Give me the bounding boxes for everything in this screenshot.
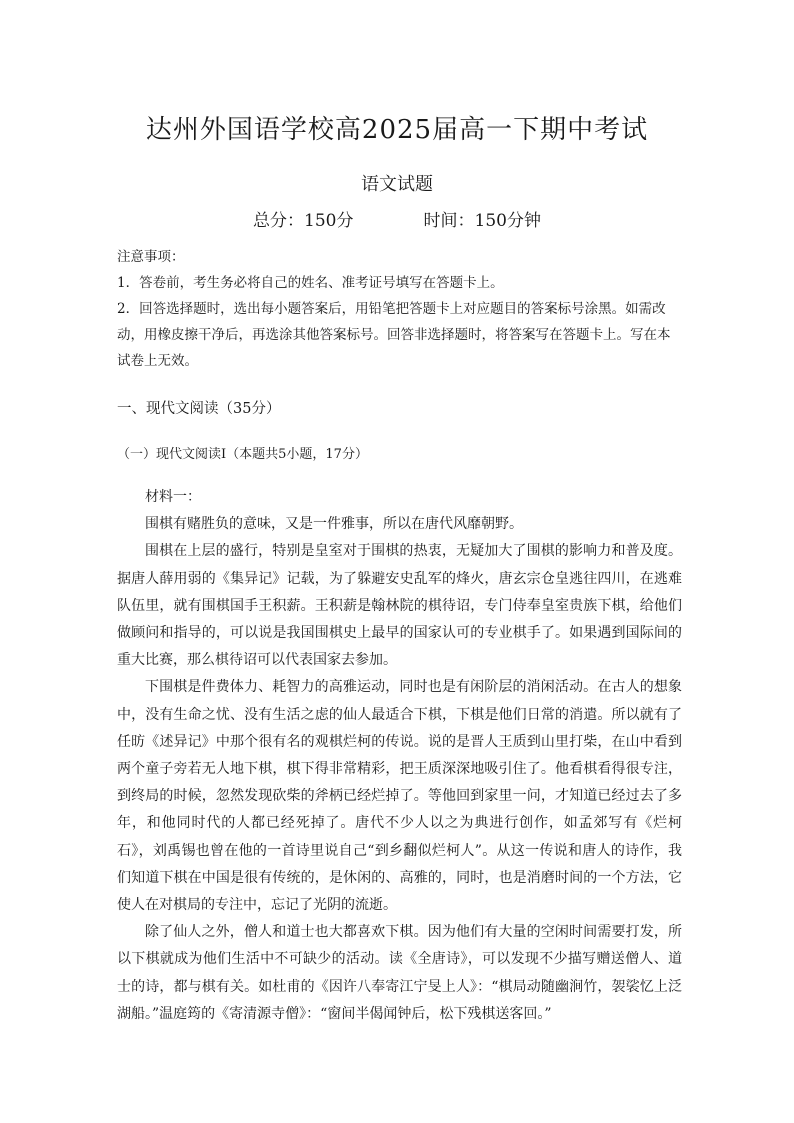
notice-item: 1．答卷前，考生务必将自己的姓名、准考证号填写在答题卡上。 xyxy=(117,275,504,291)
material-paragraph: 下围棋是件费体力、耗智力的高雅运动，同时也是有闲阶层的消闲活动。在古人的想象中，没有生命之忧、没有生活之虑的仙人最适合下棋，下棋是他们日常的消遣。所以就有了任昉《述异记》中那个很有名的观棋烂柯的传说。说的是晋人王质到山里打柴，在山中看到两个童子旁若无人地下棋，棋下得非常精彩，把王质深深地吸引住了。他看棋看得很专注，到终局的时候，忽然发现砍柴的斧柄已经烂掉了。等他回到家里一问，才知道已经过去了多年，和他同时代的人都已经死掉了。唐代不少人以之为典进行创作，如孟郊写有《烂柯石》，刘禹锡也曾在他的一首诗里说自己“到乡翻似烂柯人”。从这一传说和唐人的诗作，我们知道下棋在中国是很有传统的，是休闲的、高雅的，同时，也是消磨时间的一个方法，它使人在对棋局的专注中，忘记了光阴的流逝。 xyxy=(117,679,682,914)
exam-meta xyxy=(0,208,794,234)
total-score: 总分：150分 xyxy=(253,211,354,231)
notice-item: 2．回答选择题时，选出每小题答案后，用铅笔把答题卡上对应题目的答案标号涂黑。如需改动，用橡皮擦干净后，再选涂其他答案标号。回答非选择题时，将答案写在答题卡上。写在本试卷上无效。 xyxy=(117,301,671,369)
exam-title: 达州外国语学校高2025届高一下期中考试 xyxy=(145,115,649,145)
reading-material xyxy=(117,484,682,1028)
notice-heading: 注意事项： xyxy=(117,249,185,265)
material-paragraph: 围棋有赌胜负的意味，又是一件雅事，所以在唐代风靡朝野。 xyxy=(145,516,523,533)
exam-subtitle: 语文试题 xyxy=(361,174,433,195)
notice-block xyxy=(117,244,682,374)
material-paragraph: 围棋在上层的盛行，特别是皇室对于围棋的热衷，无疑加大了围棋的影响力和普及度。据唐人薛用弱的《集异记》记载，为了躲避安史乱军的烽火，唐玄宗仓皇逃往四川，在逃难队伍里，就有围棋国手王积薪。王积薪是翰林院的棋待诏，专门侍奉皇室贵族下棋，给他们做顾问和指导的，可以说是我国围棋史上最早的国家认可的专业棋手了。如果遇到国际间的重大比赛，那么棋待诏可以代表国家去参加。 xyxy=(117,543,682,669)
material-label: 材料一： xyxy=(145,489,201,505)
section-title: 一、现代文阅读（35分） xyxy=(117,401,281,417)
material-paragraph: 除了仙人之外，僧人和道士也大都喜欢下棋。因为他们有大量的空闲时间需要打发，所以下棋就成为他们生活中不可缺少的活动。读《全唐诗》，可以发现不少描写赠送僧人、道士的诗，都与棋有关。如杜甫的《因许八奉寄江宁旻上人》：“棋局动随幽涧竹，袈裟忆上泛湖船。”温庭筠的《寄清源寺僧》：“窗间半偈闻钟后，松下残棋送客回。” xyxy=(117,924,682,1022)
time-limit: 时间：150分钟 xyxy=(423,211,541,231)
subsection-title: （一）现代文阅读Ⅰ（本题共5小题，17分） xyxy=(117,447,368,462)
